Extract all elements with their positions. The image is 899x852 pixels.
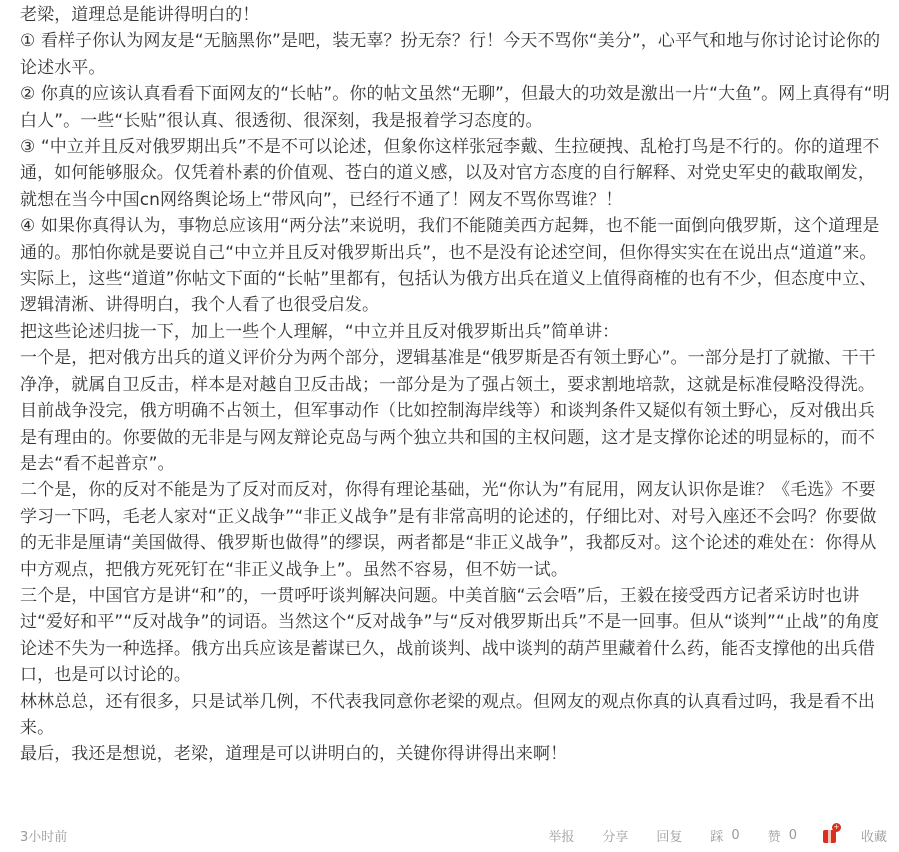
collect-button[interactable]: 收藏 [860, 829, 887, 845]
comment-paragraph: 二个是，你的反对不能是为了反对而反对，你得有理论基础，光“你认为”有屁用，网友认识你是谁？《毛选》不要学习一下吗，毛老人家对“正义战争”“非正义战争”是有非常高明的论述的，仔细比对、对号入座还不会吗？你要做的无非是厘请“美国做得、俄罗斯也做得”的缪误，两者都是“非正义战争”，我都反对。这个论述的难处在：你得从中方观点，把俄方死死钉在“非正义战争上”。虽然不容易，但不妨一试。 [20, 480, 877, 580]
share-button[interactable]: 分享 [602, 829, 629, 845]
dislike-button[interactable] [710, 826, 739, 845]
comment-footer [20, 824, 887, 846]
comment-paragraph: 最后，我还是想说，老梁，道理是可以讲明白的，关键你得讲得出来啊！ [20, 744, 568, 765]
comment-paragraph: ③ “中立并且反对俄罗期出兵”不是不可以论述，但象你这样张冠李戴、生拉硬拽、乱枪打鸟是不行的。你的道理不通，如何能够服众。仅凭着朴素的价值观、苍白的道义感，以及对官方态度的自行解释、对党史军史的截取阐发，就想在当今中国cn网络舆论场上“带风向”，已经行不通了！网友不骂你骂谁？！ [20, 137, 880, 210]
comment-paragraph: 老梁，道理总是能讲得明白的！ [20, 5, 260, 25]
like-label: 赞 [767, 829, 781, 845]
gift-icon[interactable] [821, 823, 840, 844]
gift-badge: + [833, 823, 840, 831]
report-button[interactable]: 举报 [548, 829, 575, 845]
comment-actions [520, 823, 887, 845]
comment-paragraph: 三个是，中国官方是讲“和”的，一贯呼吁谈判解决问题。中美首脑“云会唔”后，王毅在接受西方记者采访时也讲过“爱好和平”“反对战争”的词语。当然这个“反对战争”与“反对俄罗斯出兵”不是一回事。但从“谈判”“止战”的角度论述不失为一种选择。俄方出兵应该是蓄谋已久，战前谈判、战中谈判的葫芦里藏着什么药，能否支撑他的出兵借口，也是可以讨论的。 [20, 585, 880, 686]
comment-paragraph: 一个是，把对俄方出兵的道义评价分为两个部分，逻辑基准是“俄罗斯是否有领土野心”。一部分是打了就撤、干干净净，就属自卫反击，样本是对越自卫反击战；一部分是为了强占领土，要求割地培款，这就是标准侵略没得洗。目前战争没完，俄方明确不占领土，但军事动作（比如控制海岸线等）和谈判条件又疑似有领土野心，反对俄出兵是有理由的。你要做的无非是与网友辩论克岛与两个独立共和国的主权问题，这才是支撑你论述的明显标的，而不是去“看不起普京”。 [20, 348, 876, 474]
gift-ribbon-shape [828, 830, 831, 843]
reply-button[interactable]: 回复 [656, 829, 683, 845]
comment-paragraph: ② 你真的应该认真看看下面网友的“长帖”。你的帖文虽然“无聊”，但最大的功效是激出一片“大鱼”。网上真得有“明白人”。一些“长贴”很认真、很透彻、很深刻，我是报着学习态度的。 [20, 84, 890, 131]
comment-paragraph: ④ 如果你真得认为，事物总应该用“两分法”来说明，我们不能随美西方起舞，也不能一面倒向俄罗斯，这个道理是通的。那怕你就是要说自己“中立并且反对俄罗斯出兵”，也不是没有论述空间，但你得实实在在说出点“道道”来。实际上，这些“道道”你帖文下面的“长帖”里都有，包括认为俄方出兵在道义上值得商榷的也有不少，但态度中立、逻辑清淅、讲得明白，我个人看了也很受启发。 [20, 216, 880, 316]
comment-paragraph: ① 看样子你认为网友是“无脑黑你”是吧，装无辜？扮无奈？行！今天不骂你“美分”，心平气和地与你讨论讨论你的论述水平。 [20, 31, 881, 78]
comment-body [20, 2, 890, 768]
post-time: 3小时前 [20, 829, 68, 845]
comment-paragraph: 把这些论述归拢一下，加上一些个人理解，“中立并且反对俄罗斯出兵”简单讲： [20, 321, 620, 342]
like-button[interactable] [768, 826, 797, 845]
comment-paragraph: 林林总总，还有很多，只是试举几例，不代表我同意你老梁的观点。但网友的观点你真的认真看过吗，我是看不出来。 [20, 691, 875, 738]
like-count: 0 [788, 827, 797, 843]
dislike-label: 踩 [710, 829, 724, 845]
dislike-count: 0 [731, 827, 740, 843]
